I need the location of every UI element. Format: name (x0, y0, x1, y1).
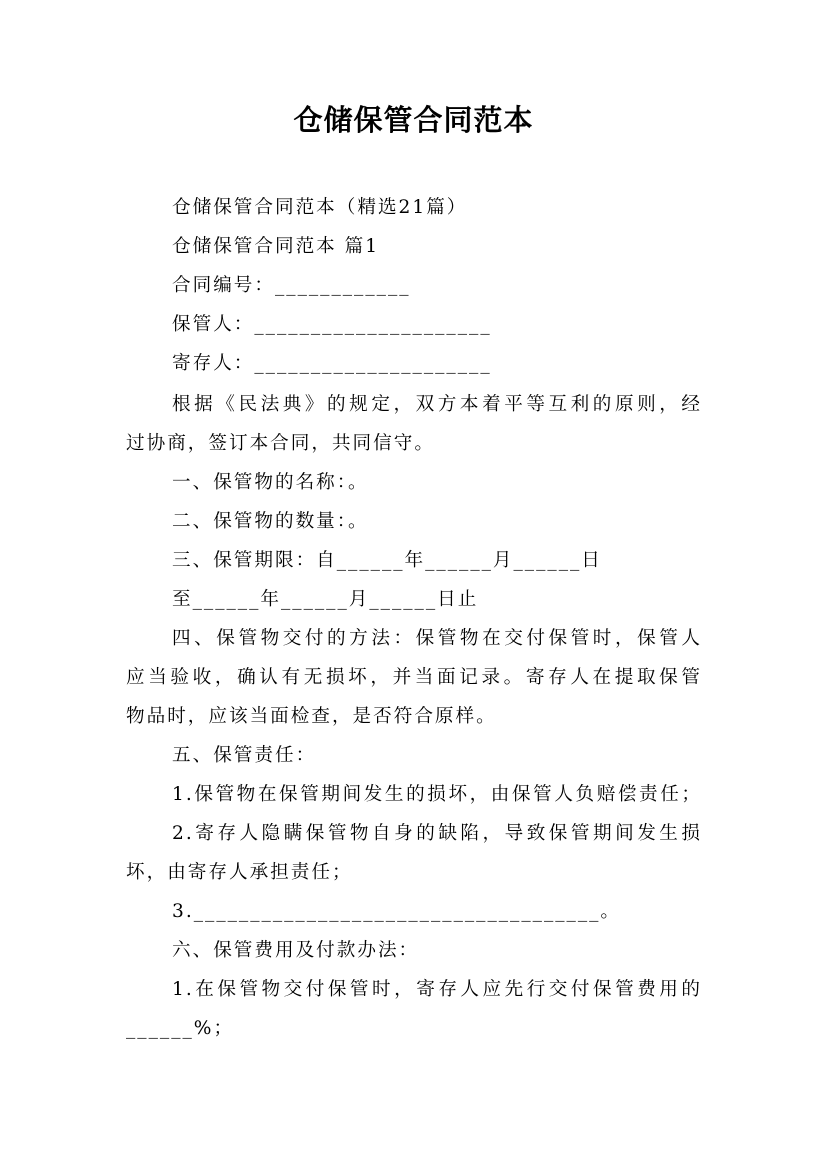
clause-line: 1.在保管物交付保管时，寄存人应先行交付保管费用的 (172, 979, 702, 1000)
clause-line: 3.____________________________________。 (172, 901, 622, 922)
custodian-line: 保管人：_____________________ (172, 314, 492, 335)
clause-line: ______%； (126, 1018, 235, 1039)
clause-line: 2.寄存人隐瞒保管物自身的缺陷，导致保管期间发生损 (172, 823, 702, 844)
clause-line: 坏，由寄存人承担责任； (126, 862, 353, 883)
clause-line: 一、保管物的名称：。 (172, 472, 369, 493)
clause-line: 三、保管期限：自______年______月______日 (172, 550, 602, 571)
paragraph-line: 根据《民法典》的规定，双方本着平等互利的原则，经 (172, 394, 702, 415)
subtitle-line: 仓储保管合同范本（精选21篇） (172, 197, 468, 218)
depositor-line: 寄存人：_____________________ (172, 353, 492, 374)
clause-line: 五、保管责任： (172, 745, 317, 766)
paragraph-line: 过协商，签订本合同，共同信守。 (126, 433, 435, 454)
section-heading: 仓储保管合同范本 篇1 (172, 236, 380, 257)
clause-line: 四、保管物交付的方法：保管物在交付保管时，保管人 (172, 628, 702, 649)
contract-number-line: 合同编号：____________ (172, 275, 411, 296)
document-title: 仓储保管合同范本 (293, 103, 534, 137)
clause-line: 二、保管物的数量：。 (172, 511, 369, 532)
clause-line: 至______年______月______日止 (172, 589, 479, 610)
clause-line: 1.保管物在保管期间发生的损坏，由保管人负赔偿责任； (172, 784, 702, 805)
clause-line: 应当验收，确认有无损坏，并当面记录。寄存人在提取保管 (126, 667, 702, 688)
clause-line: 物品时，应该当面检查，是否符合原样。 (126, 706, 497, 727)
clause-line: 六、保管费用及付款办法： (172, 940, 420, 961)
